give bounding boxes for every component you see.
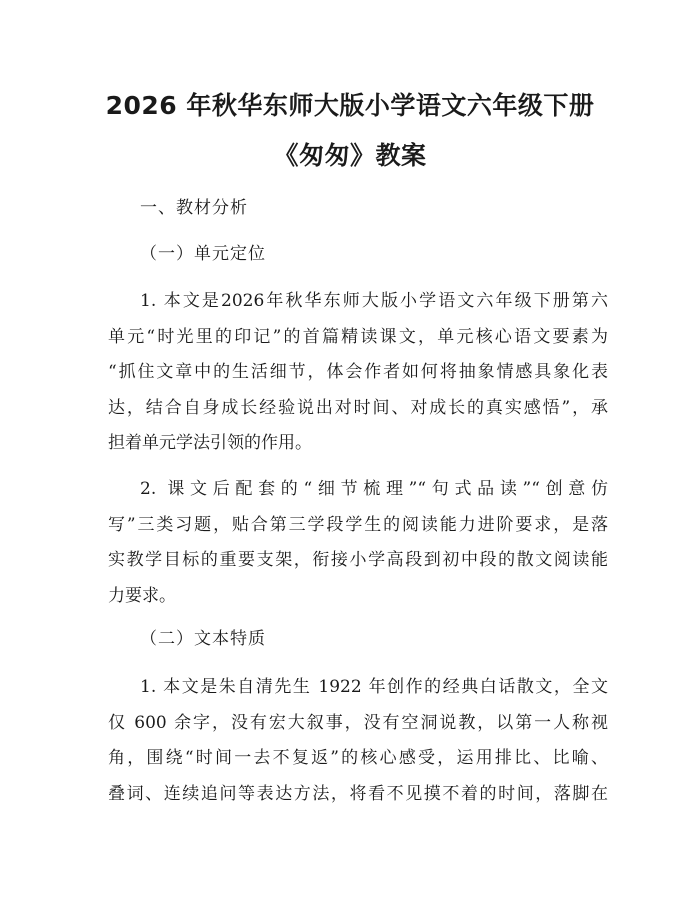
document-title-line-2: 《匆匆》教案 xyxy=(273,141,427,170)
subsection-heading-text-features: （二）文本特质 xyxy=(140,629,266,649)
document-title-line-1: 2026 年秋华东师大版小学语文六年级下册 xyxy=(105,91,595,120)
section-heading-materials-analysis: 一、教材分析 xyxy=(140,198,248,218)
paragraph-2-line: 实教学目标的重要支架，衔接小学高段到初中段的散文阅读能 xyxy=(108,550,608,571)
paragraph-2-line: 写”三类习题，贴合第三学段学生的阅读能力进阶要求，是落 xyxy=(108,514,608,535)
paragraph-1-line: 达，结合自身成长经验说出对时间、对成长的真实感悟”，承 xyxy=(108,397,608,418)
paragraph-1-line: 担着单元学法引领的作用。 xyxy=(108,433,312,454)
paragraph-1-line: 单元“时光里的印记”的首篇精读课文，单元核心语文要素为 xyxy=(108,326,608,347)
paragraph-2 xyxy=(108,472,608,614)
paragraph-1 xyxy=(108,284,608,462)
paragraph-3-line: 1. 本文是朱自清先生 1922 年创作的经典白话散文，全文 xyxy=(140,677,608,697)
paragraph-3 xyxy=(108,670,608,812)
paragraph-3-line: 角，围绕“时间一去不复返”的核心感受，运用排比、比喻、 xyxy=(108,748,608,769)
paragraph-1-line: “抓住文章中的生活细节，体会作者如何将抽象情感具象化表 xyxy=(108,362,608,383)
paragraph-2-line: 2. 课文后配套的“细节梳理”“句式品读”“创意仿 xyxy=(140,479,608,499)
paragraph-1-line: 1. 本文是2026年秋华东师大版小学语文六年级下册第六 xyxy=(140,291,608,311)
paragraph-3-line: 仅 600 余字，没有宏大叙事，没有空洞说教，以第一人称视 xyxy=(108,712,608,733)
paragraph-2-line: 力要求。 xyxy=(108,585,176,606)
paragraph-3-line: 叠词、连续追问等表达方法，将看不见摸不着的时间，落脚在 xyxy=(108,783,608,804)
subsection-heading-unit-positioning: （一）单元定位 xyxy=(140,244,266,264)
